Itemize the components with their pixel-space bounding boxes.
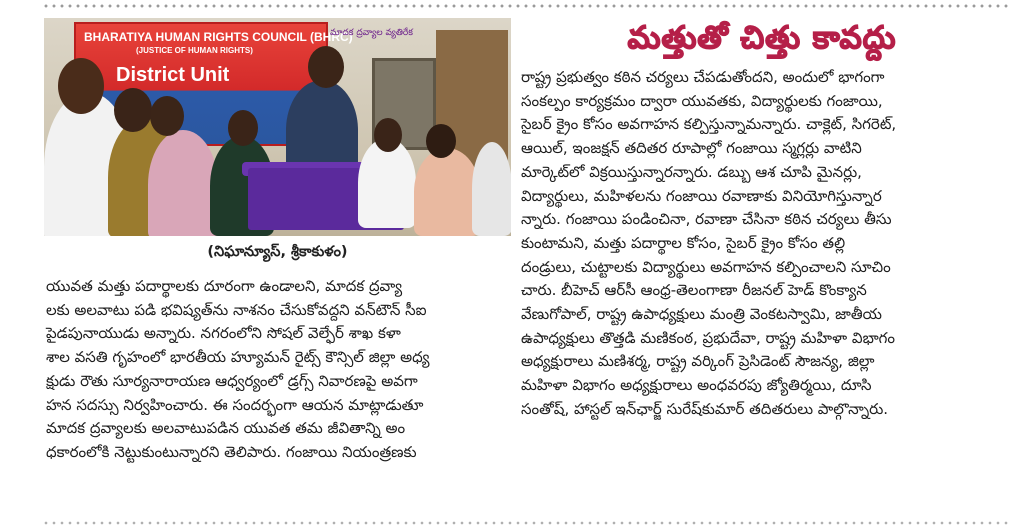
banner-subtitle: (JUSTICE OF HUMAN RIGHTS): [136, 46, 253, 55]
left-column-text: [46, 275, 516, 465]
news-photo: [44, 18, 511, 236]
headline: మత్తుతో చిత్తు కావద్దు: [627, 20, 897, 56]
person-speaker-head: [308, 46, 344, 88]
body-line: ఉపాధ్యక్షులు తొత్తడి మణికంఠ, ప్రభుదేవా, రాష్ట్ర మహిళా విభాగం: [521, 328, 895, 347]
banner-title: BHARATIYA HUMAN RIGHTS COUNCIL (BHRC): [84, 30, 353, 44]
body-line: వేణుగోపాల్‌, రాష్ట్ర ఉపాధ్యక్షులు మంత్రి వెంకటస్వామి, జాతీయ: [521, 305, 882, 324]
body-line: సంకల్పం కార్యక్రమం ద్వారా యువతకు, విద్యార్థులకు గంజాయి,: [521, 91, 883, 110]
body-line: క్షుడు రౌతు సూర్యనారాయణ ఆధ్వర్యంలో డ్రగ్స్‌ నివారణపై అవగా: [46, 371, 418, 390]
bottom-dotted-rule: [42, 521, 1010, 525]
person-woman-2: [148, 130, 218, 236]
person-right-woman-head: [426, 124, 456, 158]
banner-side-text: మాదక ద్రవ్యాల వ్యతిరేక: [330, 28, 413, 38]
person-seated-man-head: [228, 110, 258, 146]
person-left-head: [58, 58, 104, 114]
right-column-text: [521, 66, 1007, 422]
body-line: ధకారంలోకి నెట్టుకుంటున్నారని తెలిపారు. గంజాయి నియంత్రణకు: [46, 442, 417, 461]
body-line: చారు. బీహెచ్‌ ఆర్‌సీ ఆంధ్ర-తెలంగాణా రీజనల్‌ హెడ్‌ కొంక్యాన: [521, 281, 867, 300]
top-dotted-rule: [42, 4, 1010, 8]
body-line: శాల వసతి గృహంలో భారతీయ హ్యూమన్‌ రైట్స్‌ కౌన్సిల్‌ జిల్లా అధ్య: [46, 348, 430, 367]
person-woman-1-head: [114, 88, 152, 132]
body-line: న్నారు. గంజాయి పండించినా, రవాణా చేసినా కఠిన చర్యలు తీసు: [521, 210, 892, 229]
body-line: ఆయిల్‌, ఇంజక్షన్‌ తదితర రూపాల్లో గంజాయి స్మగ్లర్లు వాటిని: [521, 139, 862, 158]
body-line: అధ్యక్షురాలు మణిశర్మ, రాష్ట్ర వర్కింగ్‌ ప్రెసిడెంట్‌ సౌజన్య, జిల్లా: [521, 352, 875, 371]
body-line: విద్యార్థులు, మహిళలను గంజాయి రవాణాకు వినియోగిస్తున్నార: [521, 186, 882, 205]
person-woman-2-head: [150, 96, 184, 136]
person-right-woman: [414, 148, 480, 236]
body-line: దండ్రులు, చుట్టాలకు విద్యార్థులు అవగాహన కల్పించాలని సూచిం: [521, 257, 891, 276]
body-line: లకు అలవాటు పడి భవిష్యత్‌ను నాశనం చేసుకోవద్దని వన్‌టౌన్‌ సీఐ: [46, 300, 427, 319]
person-far-right: [472, 142, 511, 236]
body-line: యువత మత్తు పదార్థాలకు దూరంగా ఉండాలని, మాదక ద్రవ్యా: [46, 277, 403, 295]
body-line: మహిళా విభాగం అధ్యక్షురాలు అంధవరపు జ్యోతిర్మయి, దూసి: [521, 376, 872, 395]
body-line: మాదక ద్రవ్యాలకు అలవాటుపడిన యువత తమ జీవితాన్ని అం: [46, 419, 406, 438]
body-line: రాష్ట్ర ప్రభుత్వం కఠిన చర్యలు చేపడుతోందని, అందులో భాగంగా: [521, 68, 885, 86]
body-line: సైబర్‌ క్రైం కోసం అవగాహన కల్పిస్తున్నామన్నారు. చాక్లెట్‌, సిగరెట్‌,: [521, 115, 897, 134]
body-line: మార్కెట్‌లో విక్రయిస్తున్నారన్నారు. డబ్బు ఆశ చూపి మైనర్లు,: [521, 162, 862, 181]
dateline: (నిఘాన్యూస్‌, శ్రీకాకుళం): [207, 244, 348, 260]
banner-unit: District Unit: [116, 64, 230, 86]
body-line: పైడపునాయుడు అన్నారు. నగరంలోని సోషల్‌ వెల్ఫేర్‌ శాఖ కళా: [46, 324, 401, 343]
body-line: కుంటామని, మత్తు పదార్థాల కోసం, సైబర్‌ క్రైం కోసం తల్లి: [521, 233, 846, 252]
person-right-man-head: [374, 118, 402, 152]
body-line: సంతోష్‌, హాస్టల్‌ ఇన్‌ఛార్జ్‌ సురేష్‌కుమార్‌ తదితరులు పాల్గొన్నారు.: [521, 399, 889, 418]
body-line: హన సదస్సు నిర్వహించారు. ఈ సందర్భంగా ఆయన మాట్లాడుతూ: [46, 395, 424, 414]
